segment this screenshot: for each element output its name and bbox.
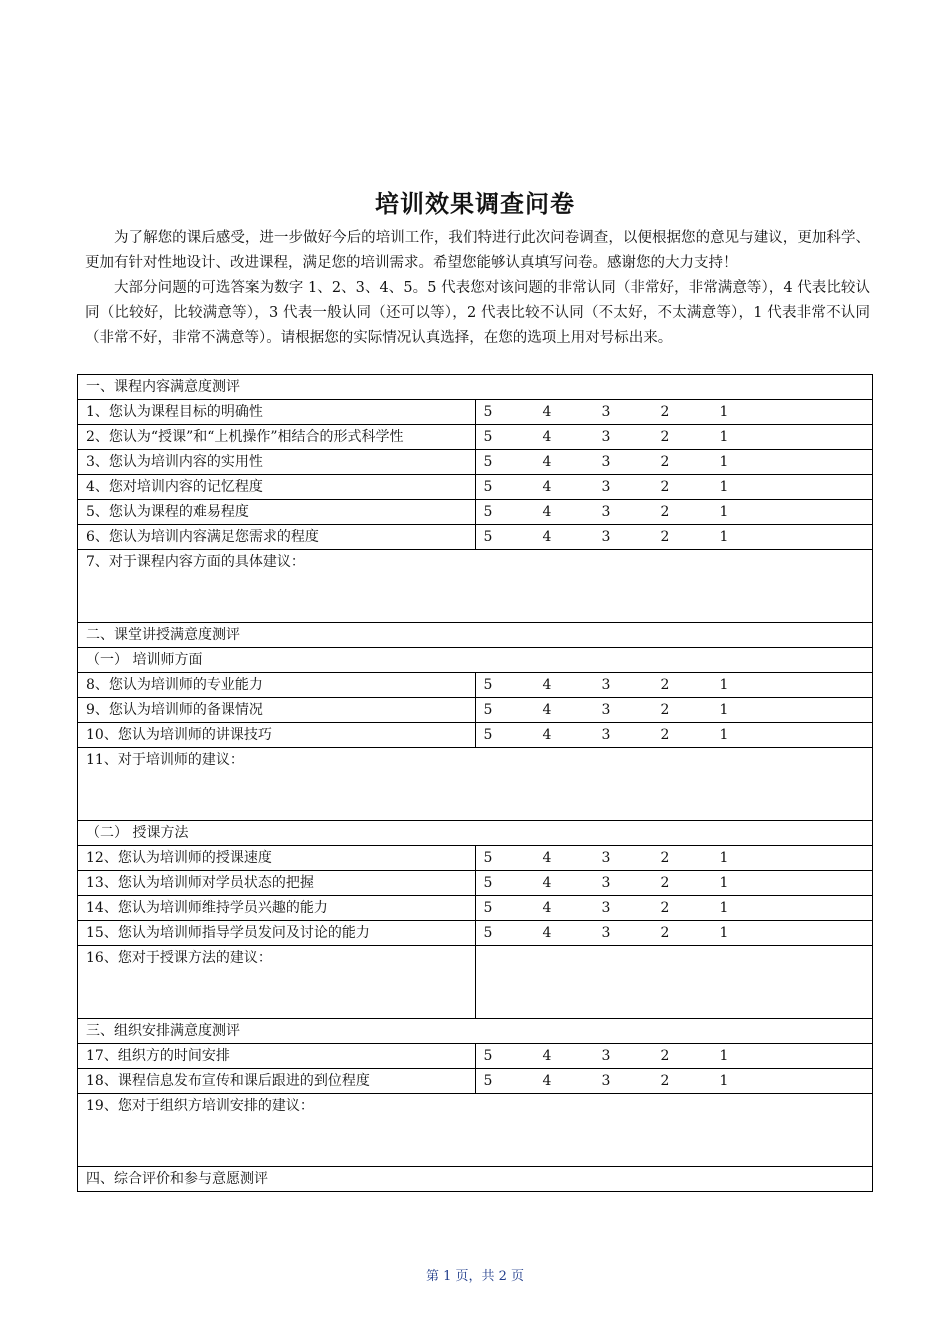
rating-option-3[interactable]: 3 — [601, 1073, 611, 1089]
rating-option-2[interactable]: 2 — [660, 677, 670, 693]
rating-option-2[interactable]: 2 — [660, 1048, 670, 1064]
rating-option-2[interactable]: 2 — [660, 404, 670, 420]
question-text: 12、您认为培训师的授课速度 — [78, 846, 476, 871]
question-text: 1、您认为课程目标的明确性 — [78, 400, 476, 425]
rating-options — [475, 673, 873, 698]
rating-options — [475, 896, 873, 921]
rating-option-2[interactable]: 2 — [660, 925, 670, 941]
rating-option-1[interactable]: 1 — [719, 702, 729, 718]
question-text: 5、您认为课程的难易程度 — [78, 500, 476, 525]
table-row — [78, 1167, 873, 1192]
rating-option-2[interactable]: 2 — [660, 1073, 670, 1089]
rating-option-3[interactable]: 3 — [601, 677, 611, 693]
table-row — [78, 896, 873, 921]
rating-option-2[interactable]: 2 — [660, 900, 670, 916]
question-text: 17、组织方的时间安排 — [78, 1044, 476, 1069]
intro-paragraph-2: 大部分问题的可选答案为数字 1、2、3、4、5。5 代表您对该问题的非常认同（非常好，非常满意等），4 代表比较认同（比较好，比较满意等），3 代表一般认同（还可以等），2 代表比较不认同（不太好，不太满意等），1 代表非常不认同（非常不好，非常不满意等）。请根据您的实际情况认真选择，在您的选项上用对号标出来。 — [85, 280, 870, 346]
rating-option-3[interactable]: 3 — [601, 454, 611, 470]
table-row — [78, 723, 873, 748]
table-row — [78, 821, 873, 846]
table-row — [78, 946, 873, 1019]
rating-option-1[interactable]: 1 — [719, 529, 729, 545]
rating-option-1[interactable]: 1 — [719, 429, 729, 445]
question-text: 18、课程信息发布宣传和课后跟进的到位程度 — [78, 1069, 476, 1094]
rating-option-4[interactable]: 4 — [542, 529, 552, 545]
rating-option-2[interactable]: 2 — [660, 429, 670, 445]
table-row — [78, 623, 873, 648]
page-title: 培训效果调查问卷 — [375, 189, 575, 218]
table-row — [78, 921, 873, 946]
table-row — [78, 400, 873, 425]
section-heading: （一） 培训师方面 — [78, 648, 873, 673]
rating-option-1[interactable]: 1 — [719, 1073, 729, 1089]
table-row — [78, 1044, 873, 1069]
intro-paragraph-1: 为了解您的课后感受，进一步做好今后的培训工作，我们特进行此次问卷调查，以便根据您的意见与建议，更加科学、更加有针对性地设计、改进课程，满足您的培训需求。希望您能够认真填写问卷。感谢您的大力支持！ — [85, 230, 870, 271]
rating-option-5[interactable]: 5 — [483, 1048, 493, 1064]
rating-options — [475, 475, 873, 500]
rating-option-5[interactable]: 5 — [483, 727, 493, 743]
rating-option-5[interactable]: 5 — [483, 677, 493, 693]
rating-option-5[interactable]: 5 — [483, 429, 493, 445]
rating-option-4[interactable]: 4 — [542, 429, 552, 445]
table-row — [78, 673, 873, 698]
rating-option-3[interactable]: 3 — [601, 529, 611, 545]
rating-option-5[interactable]: 5 — [483, 479, 493, 495]
rating-option-4[interactable]: 4 — [542, 875, 552, 891]
rating-option-1[interactable]: 1 — [719, 900, 729, 916]
table-row — [78, 1094, 873, 1167]
question-text: 6、您认为培训内容满足您需求的程度 — [78, 525, 476, 550]
rating-option-3[interactable]: 3 — [601, 479, 611, 495]
rating-option-4[interactable]: 4 — [542, 727, 552, 743]
table-row — [78, 425, 873, 450]
answer-area[interactable] — [475, 946, 873, 1019]
rating-option-4[interactable]: 4 — [542, 1048, 552, 1064]
rating-options — [475, 921, 873, 946]
rating-option-4[interactable]: 4 — [542, 1073, 552, 1089]
rating-option-5[interactable]: 5 — [483, 702, 493, 718]
open-question: 11、对于培训师的建议： — [78, 748, 873, 821]
page-footer: 第 1 页，共 2 页 — [425, 1269, 525, 1284]
rating-options — [475, 400, 873, 425]
rating-option-4[interactable]: 4 — [542, 454, 552, 470]
rating-option-5[interactable]: 5 — [483, 1073, 493, 1089]
rating-option-5[interactable]: 5 — [483, 925, 493, 941]
rating-option-1[interactable]: 1 — [719, 454, 729, 470]
rating-option-5[interactable]: 5 — [483, 404, 493, 420]
rating-options — [475, 425, 873, 450]
rating-option-3[interactable]: 3 — [601, 727, 611, 743]
table-row — [78, 500, 873, 525]
rating-options — [475, 500, 873, 525]
rating-option-1[interactable]: 1 — [719, 404, 729, 420]
rating-option-2[interactable]: 2 — [660, 727, 670, 743]
table-row — [78, 698, 873, 723]
survey-table — [77, 374, 873, 1192]
table-row — [78, 748, 873, 821]
rating-option-4[interactable]: 4 — [542, 677, 552, 693]
rating-option-5[interactable]: 5 — [483, 454, 493, 470]
rating-option-5[interactable]: 5 — [483, 850, 493, 866]
rating-option-5[interactable]: 5 — [483, 529, 493, 545]
rating-option-4[interactable]: 4 — [542, 404, 552, 420]
section-heading: 四、综合评价和参与意愿测评 — [78, 1167, 873, 1192]
rating-options — [475, 698, 873, 723]
rating-option-2[interactable]: 2 — [660, 850, 670, 866]
question-text: 3、您认为培训内容的实用性 — [78, 450, 476, 475]
table-row — [78, 1069, 873, 1094]
rating-options — [475, 871, 873, 896]
table-row — [78, 871, 873, 896]
rating-option-2[interactable]: 2 — [660, 529, 670, 545]
section-heading: 二、课堂讲授满意度测评 — [78, 623, 873, 648]
rating-option-1[interactable]: 1 — [719, 925, 729, 941]
question-text: 4、您对培训内容的记忆程度 — [78, 475, 476, 500]
rating-option-1[interactable]: 1 — [719, 504, 729, 520]
question-text: 14、您认为培训师维持学员兴趣的能力 — [78, 896, 476, 921]
rating-option-2[interactable]: 2 — [660, 454, 670, 470]
open-question: 7、对于课程内容方面的具体建议： — [78, 550, 873, 623]
rating-option-4[interactable]: 4 — [542, 850, 552, 866]
rating-option-2[interactable]: 2 — [660, 504, 670, 520]
rating-option-4[interactable]: 4 — [542, 925, 552, 941]
question-text: 2、您认为“授课”和“上机操作”相结合的形式科学性 — [78, 425, 476, 450]
rating-option-4[interactable]: 4 — [542, 702, 552, 718]
table-row — [78, 1019, 873, 1044]
table-row — [78, 375, 873, 400]
question-text: 9、您认为培训师的备课情况 — [78, 698, 476, 723]
rating-option-3[interactable]: 3 — [601, 702, 611, 718]
rating-option-1[interactable]: 1 — [719, 1048, 729, 1064]
open-question: 19、您对于组织方培训安排的建议： — [78, 1094, 873, 1167]
rating-option-3[interactable]: 3 — [601, 504, 611, 520]
rating-option-1[interactable]: 1 — [719, 727, 729, 743]
table-row — [78, 475, 873, 500]
table-row — [78, 525, 873, 550]
rating-option-2[interactable]: 2 — [660, 702, 670, 718]
rating-option-3[interactable]: 3 — [601, 925, 611, 941]
rating-option-3[interactable]: 3 — [601, 875, 611, 891]
question-text: 10、您认为培训师的讲课技巧 — [78, 723, 476, 748]
rating-options — [475, 450, 873, 475]
rating-option-1[interactable]: 1 — [719, 850, 729, 866]
rating-options — [475, 846, 873, 871]
table-row — [78, 550, 873, 623]
rating-option-3[interactable]: 3 — [601, 404, 611, 420]
rating-option-3[interactable]: 3 — [601, 429, 611, 445]
rating-options — [475, 1069, 873, 1094]
rating-option-1[interactable]: 1 — [719, 677, 729, 693]
rating-option-3[interactable]: 3 — [601, 900, 611, 916]
rating-option-2[interactable]: 2 — [660, 479, 670, 495]
rating-option-4[interactable]: 4 — [542, 504, 552, 520]
rating-option-1[interactable]: 1 — [719, 479, 729, 495]
question-text: 15、您认为培训师指导学员发问及讨论的能力 — [78, 921, 476, 946]
rating-option-3[interactable]: 3 — [601, 1048, 611, 1064]
rating-options — [475, 723, 873, 748]
rating-option-4[interactable]: 4 — [542, 479, 552, 495]
section-heading: 一、课程内容满意度测评 — [78, 375, 873, 400]
question-text: 8、您认为培训师的专业能力 — [78, 673, 476, 698]
table-row — [78, 450, 873, 475]
rating-option-2[interactable]: 2 — [660, 875, 670, 891]
table-row — [78, 846, 873, 871]
question-text: 13、您认为培训师对学员状态的把握 — [78, 871, 476, 896]
section-heading: （二） 授课方法 — [78, 821, 873, 846]
rating-option-4[interactable]: 4 — [542, 900, 552, 916]
table-row — [78, 648, 873, 673]
open-question: 16、您对于授课方法的建议： — [78, 946, 476, 1019]
rating-option-5[interactable]: 5 — [483, 504, 493, 520]
intro-text — [85, 226, 870, 351]
section-heading: 三、组织安排满意度测评 — [78, 1019, 873, 1044]
rating-options — [475, 525, 873, 550]
rating-option-5[interactable]: 5 — [483, 875, 493, 891]
rating-option-5[interactable]: 5 — [483, 900, 493, 916]
rating-options — [475, 1044, 873, 1069]
rating-option-3[interactable]: 3 — [601, 850, 611, 866]
rating-option-1[interactable]: 1 — [719, 875, 729, 891]
